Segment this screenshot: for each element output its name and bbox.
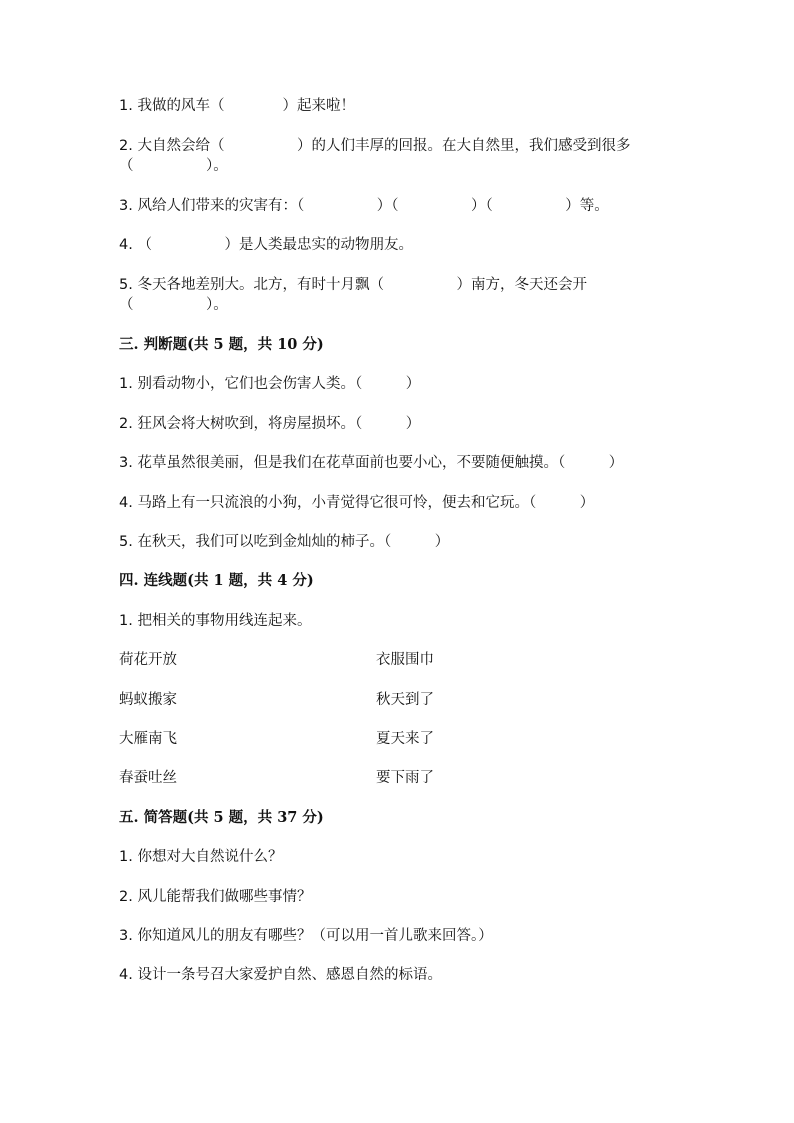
fill-blank-question-5-line-1: 5. 冬天各地差别大。北方，有时十月飘（ ）南方，冬天还会开 [119,277,587,293]
fill-blank-question-2-line-2: （ ）。 [119,158,228,174]
matching-right-item: 夏天来了 [376,731,434,747]
judge-section-heading: 三. 判断题(共 5 题，共 10 分) [119,336,324,353]
short-answer-question-2: 2. 风儿能帮我们做哪些事情？ [119,889,312,905]
matching-section-heading: 四. 连线题(共 1 题，共 4 分) [119,572,314,589]
matching-left-item: 蚂蚁搬家 [119,692,177,708]
short-answer-section-heading: 五. 简答题(共 5 题，共 37 分) [119,809,324,826]
fill-blank-question-1: 1. 我做的风车（ ）起来啦！ [119,98,355,114]
matching-right-item: 秋天到了 [376,692,434,708]
fill-blank-question-4: 4. （ ）是人类最忠实的动物朋友。 [119,237,413,253]
matching-left-item: 大雁南飞 [119,731,177,747]
judge-question-2: 2. 狂风会将大树吹到，将房屋损坏。（ ） [119,416,421,432]
matching-right-item: 要下雨了 [376,770,434,786]
matching-left-item: 春蚕吐丝 [119,770,177,786]
matching-left-item: 荷花开放 [119,652,177,668]
judge-question-5: 5. 在秋天，我们可以吃到金灿灿的柿子。（ ） [119,534,450,550]
judge-question-4: 4. 马路上有一只流浪的小狗，小青觉得它很可怜，便去和它玩。（ ） [119,495,595,511]
short-answer-question-1: 1. 你想对大自然说什么？ [119,849,283,865]
fill-blank-question-3: 3. 风给人们带来的灾害有：（ ）（ ）（ ）等。 [119,198,609,214]
fill-blank-question-5-line-2: （ ）。 [119,297,228,313]
matching-right-item: 衣服围巾 [376,652,434,668]
judge-question-1: 1. 别看动物小，它们也会伤害人类。（ ） [119,376,421,392]
fill-blank-question-2-line-1: 2. 大自然会给（ ）的人们丰厚的回报。在大自然里，我们感受到很多 [119,138,631,154]
matching-question-1: 1. 把相关的事物用线连起来。 [119,613,312,629]
judge-question-3: 3. 花草虽然很美丽，但是我们在花草面前也要小心，不要随便触摸。（ ） [119,455,624,471]
short-answer-question-4: 4. 设计一条号召大家爱护自然、感恩自然的标语。 [119,967,442,983]
short-answer-question-3: 3. 你知道风儿的朋友有哪些？（可以用一首儿歌来回答。） [119,928,493,944]
